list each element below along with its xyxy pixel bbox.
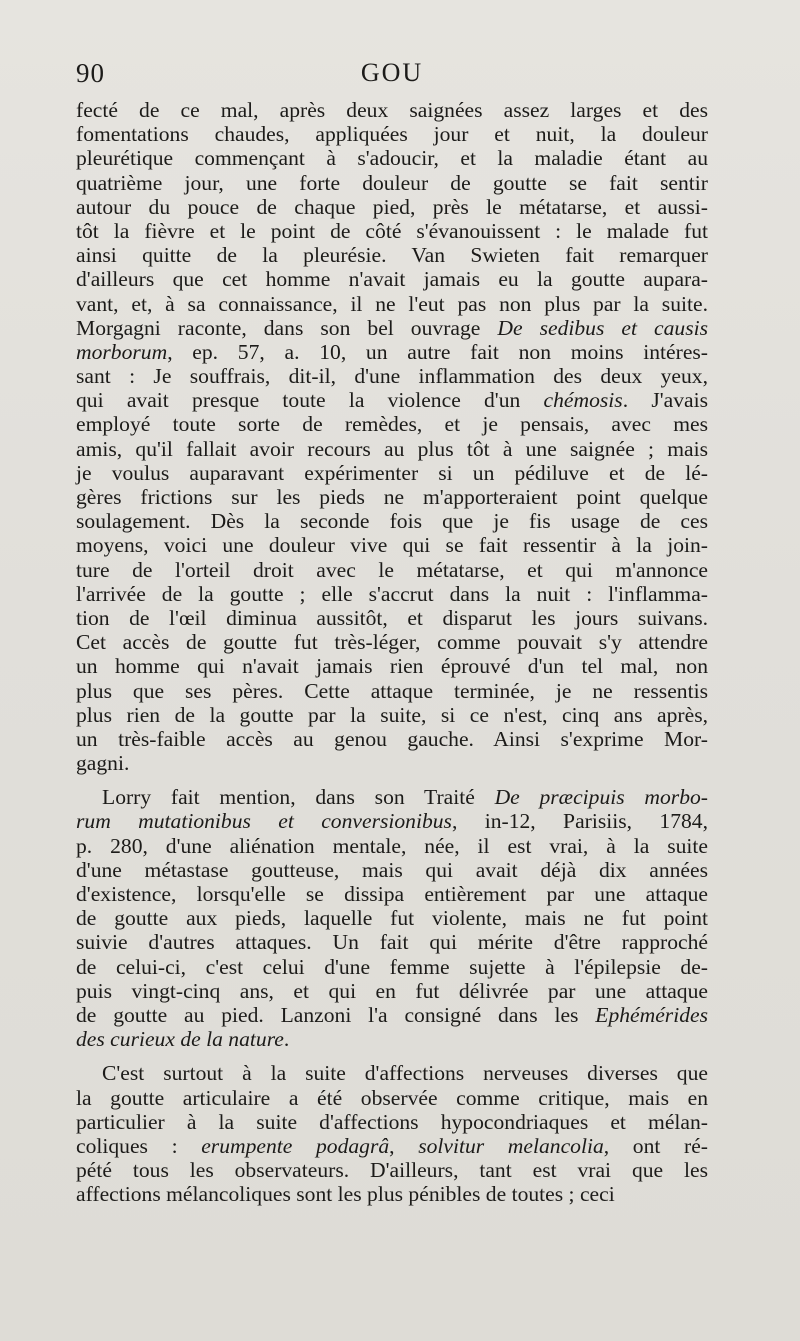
text-segment: , ont ré- — [603, 1133, 708, 1158]
page-number: 90 — [76, 58, 105, 88]
text-segment: d'une métastase goutteuse, mais qui avait déjà dix années — [76, 857, 708, 882]
page-header — [76, 58, 708, 94]
text-segment: , in-12, Parisiis, 1784, — [451, 809, 708, 834]
text-segment: , ep. 57, a. 10, un autre fait non moins intéres- — [167, 339, 708, 364]
text-segment: un très-faible accès au genou gauche. Ainsi s'exprime Mor- — [76, 726, 708, 751]
text-line — [76, 485, 708, 509]
text-line — [76, 340, 708, 364]
text-line — [76, 1061, 708, 1085]
italic-text: De sedibus et causis — [497, 315, 708, 340]
text-segment: pété tous les observateurs. D'ailleurs, tant est vrai que les — [76, 1158, 708, 1183]
text-segment: fomentations chaudes, appliquées jour et nuit, la douleur — [76, 122, 708, 147]
text-line — [76, 679, 708, 703]
text-segment: d'existence, lorsqu'elle se dissipa entièrement par une attaque — [76, 882, 708, 906]
text-line — [76, 533, 708, 557]
text-line — [76, 834, 708, 858]
text-line — [76, 955, 708, 979]
text-line — [76, 412, 708, 436]
text-segment: p. 280, d'une aliénation mentale, née, il est vrai, à la suite — [76, 833, 708, 858]
italic-text: solvitur melancolia — [418, 1133, 604, 1158]
italic-text: De præcipuis morbo- — [494, 785, 708, 810]
text-line — [76, 388, 708, 412]
paragraph — [76, 1061, 708, 1206]
text-line — [76, 906, 708, 930]
text-segment: tôt la fièvre et le point de côté s'évanouissent : le malade fut — [76, 218, 708, 243]
text-segment: amis, qu'il fallait avoir recours au plus tôt à une saignée ; mais — [76, 436, 708, 461]
text-segment: soulagement. Dès la seconde fois que je fis usage de ces — [76, 509, 708, 534]
text-line — [76, 882, 708, 906]
text-line — [76, 809, 708, 833]
text-segment: de goutte aux pieds, laquelle fut violente, mais ne fut point — [76, 906, 708, 931]
text-segment: plus rien de la goutte par la suite, si ce n'est, cinq ans après, — [76, 702, 708, 727]
text-line — [76, 606, 708, 630]
text-line — [76, 292, 708, 316]
text-line — [76, 558, 708, 582]
text-segment: . J'avais — [622, 388, 708, 413]
text-segment: Cet accès de goutte fut très-léger, comme pouvait s'y attendre — [76, 630, 708, 655]
italic-text: morborum — [76, 339, 168, 364]
italic-text: rum mutationibus et conversionibus — [76, 809, 452, 834]
text-segment: , — [389, 1133, 419, 1158]
text-line — [76, 630, 708, 654]
text-line — [76, 1086, 708, 1110]
text-segment: vant, et, à sa connaissance, il ne l'eut pas non plus par la suite. — [76, 291, 708, 316]
text-segment: fecté de ce mal, après deux saignées assez larges et des — [76, 98, 708, 122]
text-line — [76, 582, 708, 606]
text-segment: ture de l'orteil droit avec le métatarse, et qui m'annonce — [76, 557, 708, 582]
text-segment: quatrième jour, une forte douleur de goutte se fait sentir — [76, 170, 708, 195]
text-segment: Morgagni raconte, dans son bel ouvrage — [76, 315, 498, 340]
text-line — [76, 243, 708, 267]
text-line — [76, 122, 708, 146]
text-segment: d'ailleurs que cet homme n'avait jamais eu la goutte aupara- — [76, 267, 708, 292]
text-line — [76, 98, 708, 122]
text-segment: gères frictions sur les pieds ne m'apporteraient point quelque — [76, 485, 708, 509]
text-segment: C'est surtout à la suite d'affections nerveuses diverses que — [102, 1061, 708, 1086]
text-line — [76, 751, 708, 775]
text-segment: sant : Je souffrais, dit-il, d'une inflammation des deux yeux, — [76, 364, 708, 389]
text-segment: qui avait presque toute la violence d'un — [76, 388, 544, 413]
text-line — [76, 195, 708, 219]
italic-text: des curieux de la nature — [76, 1027, 284, 1052]
text-segment: pleurétique commençant à s'adoucir, et la maladie étant au — [76, 146, 708, 171]
text-segment: affections mélancoliques sont les plus pénibles de toutes ; ceci — [76, 1182, 615, 1207]
text-line — [76, 727, 708, 751]
text-segment: de celui-ci, c'est celui d'une femme sujette à l'épilepsie de- — [76, 954, 708, 979]
text-line — [76, 437, 708, 461]
text-segment: puis vingt-cinq ans, et qui en fut délivrée par une attaque — [76, 978, 708, 1003]
text-line — [76, 219, 708, 243]
text-segment: Lorry fait mention, dans son Traité — [102, 785, 495, 810]
text-line — [76, 267, 708, 291]
text-line — [76, 1158, 708, 1182]
text-line — [76, 1027, 708, 1051]
text-line — [76, 858, 708, 882]
text-line — [76, 1003, 708, 1027]
italic-text: erumpente podagrâ — [201, 1133, 390, 1158]
text-line — [76, 1110, 708, 1134]
text-segment: tion de l'œil diminua aussitôt, et disparut les jours suivans. — [76, 605, 708, 630]
text-line — [76, 703, 708, 727]
text-line — [76, 785, 708, 809]
text-segment: particulier à la suite d'affections hypocondriaques et mélan- — [76, 1109, 708, 1134]
text-segment: autour du pouce de chaque pied, près le métatarse, et aussi- — [76, 194, 708, 219]
text-segment: gagni. — [76, 751, 130, 776]
text-segment: suivie d'autres attaques. Un fait qui mérite d'être rapproché — [76, 930, 708, 955]
paragraph — [76, 785, 708, 1051]
text-line — [76, 461, 708, 485]
text-segment: je voulus auparavant expérimenter si un pédiluve et de lé- — [76, 460, 708, 485]
paragraph — [76, 98, 708, 775]
text-line — [76, 1182, 708, 1206]
text-line — [76, 146, 708, 170]
italic-text: chémosis — [543, 388, 623, 413]
text-line — [76, 654, 708, 678]
text-segment: un homme qui n'avait jamais rien éprouvé d'un tel mal, non — [76, 654, 708, 679]
text-line — [76, 364, 708, 388]
text-line — [76, 930, 708, 954]
text-segment: ainsi quitte de la pleurésie. Van Swieten fait remarquer — [76, 243, 708, 268]
text-segment: plus que ses pères. Cette attaque terminée, je ne ressentis — [76, 678, 708, 703]
text-line — [76, 316, 708, 340]
text-line — [76, 979, 708, 1003]
text-segment: coliques : — [76, 1133, 202, 1158]
text-line — [76, 509, 708, 533]
text-segment: de goutte au pied. Lanzoni l'a consigné dans les — [76, 1002, 596, 1027]
body-text — [76, 98, 708, 1206]
text-segment: la goutte articulaire a été observée comme critique, mais en — [76, 1085, 708, 1110]
running-head: GOU — [360, 58, 424, 87]
text-line — [76, 1134, 708, 1158]
italic-text: Ephémérides — [595, 1002, 708, 1027]
text-segment: . — [283, 1027, 290, 1052]
text-line — [76, 171, 708, 195]
text-segment: moyens, voici une douleur vive qui se fait ressentir à la join- — [76, 533, 708, 558]
text-segment: employé toute sorte de remèdes, et je pensais, avec mes — [76, 412, 708, 437]
text-segment: l'arrivée de la goutte ; elle s'accrut dans la nuit : l'inflamma- — [76, 581, 708, 606]
